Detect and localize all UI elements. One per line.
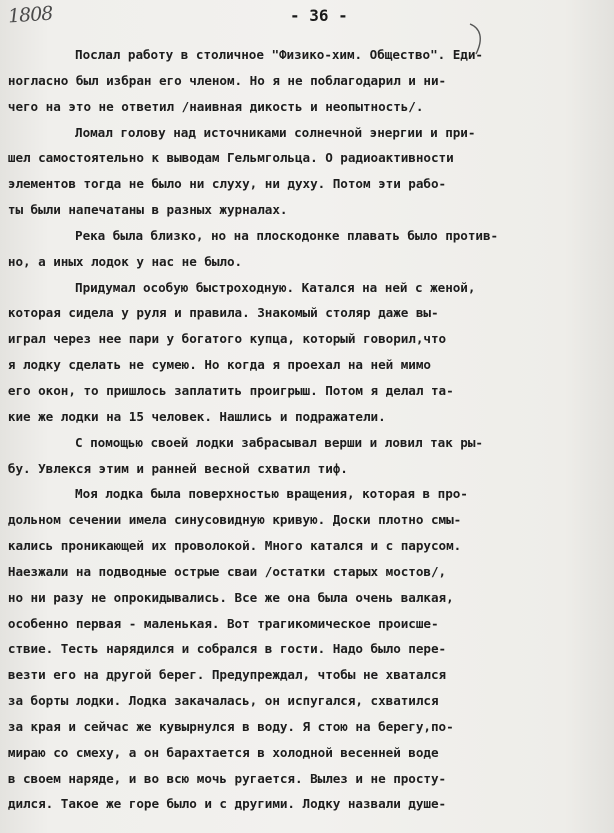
text-line: кие же лодки на 15 человек. Нашлись и подражатели.	[7, 409, 386, 425]
text-line: за борты лодки. Лодка закачалась, он испугался, схватился	[7, 694, 439, 710]
text-line: играл через нее пари у богатого купца, который говорил,что	[7, 332, 447, 348]
handwritten-margin-note: 1808	[7, 2, 54, 28]
page-number: - 36 -	[290, 6, 348, 25]
text-line: Ломал голову над источниками солнечной энергии и при-	[75, 125, 476, 141]
text-line: Река была близко, но на плоскодонке плавать было против-	[75, 228, 499, 244]
text-line: везти его на другой берег. Предупреждал, чтобы не хватался	[7, 668, 447, 684]
text-line: Послал работу в столичное "Физико-хим. Общество". Еди-	[75, 48, 483, 63]
text-line: чего на это не ответил /наивная дикость и неопытность/.	[7, 99, 424, 115]
text-line: бу. Увлекся этим и ранней весной схватил тиф.	[7, 461, 348, 477]
text-line: ногласно был избран его членом. Но я не поблагодарил и ни-	[7, 73, 447, 89]
text-line: Наезжали на подводные острые сваи /остатки старых мостов/,	[7, 564, 447, 580]
text-line: которая сидела у руля и правила. Знакомый столяр даже вы-	[7, 306, 439, 322]
text-line: Придумал особую быстроходную. Катался на ней с женой,	[75, 280, 476, 296]
text-line: особенно первая - маленькая. Вот трагикомическое происше-	[7, 616, 439, 632]
text-line: дился. Такое же горе было и с другими. Лодку назвали душе-	[7, 797, 447, 813]
text-line: ты были напечатаны в разных журналах.	[7, 203, 288, 219]
body-text	[0, 43, 614, 818]
text-line: я лодку сделать не сумею. Но когда я проехал на ней мимо	[7, 358, 431, 374]
text-line: Моя лодка была поверхностью вращения, которая в про-	[75, 487, 468, 503]
text-line: С помощью своей лодки забрасывал верши и ловил так ры-	[75, 435, 483, 451]
text-line: кались проникающей их проволокой. Много катался и с парусом.	[7, 539, 462, 555]
text-line: но ни разу не опрокидывались. Все же она была очень валкая,	[7, 590, 454, 606]
text-line: в своем наряде, и во всю мочь ругается. Вылез и не просту-	[7, 771, 447, 787]
text-line: его окон, то пришлось заплатить проигрыш. Потом я делал та-	[7, 383, 454, 399]
text-line: ствие. Тесть нарядился и собрался в гости. Надо было пере-	[7, 642, 447, 658]
text-line: мираю со смеху, а он барахтается в холодной весенней воде	[7, 745, 439, 761]
text-line: элементов тогда не было ни слуху, ни духу. Потом эти рабо-	[7, 177, 447, 193]
text-line: шел самостоятельно к выводам Гельмгольца. О радиоактивности	[7, 151, 454, 167]
text-line: но, а иных лодок у нас не было.	[7, 254, 243, 270]
text-line: за края и сейчас же кувырнулся в воду. Я стою на берегу,по-	[7, 719, 454, 735]
text-line: дольном сечении имела синусовидную кривую. Доски плотно смы-	[7, 513, 462, 529]
